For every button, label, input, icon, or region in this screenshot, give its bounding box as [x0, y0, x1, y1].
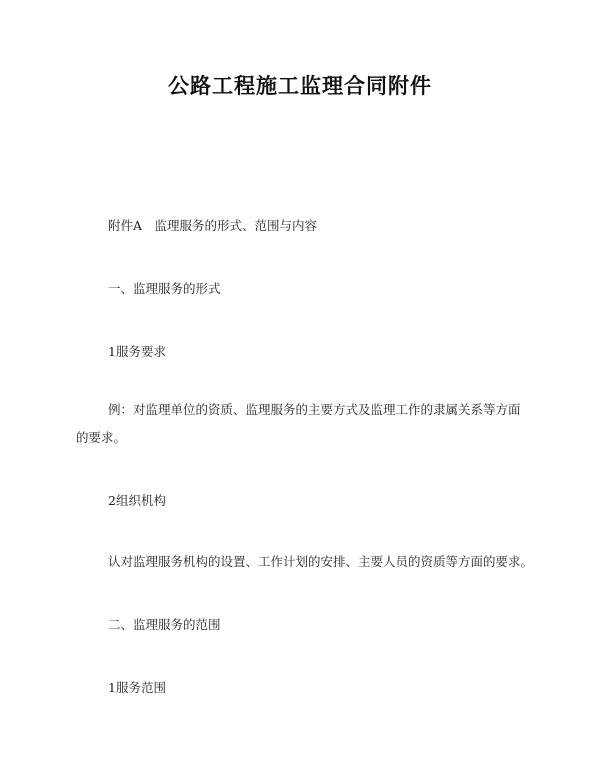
- subheading-organization: 2组织机构: [108, 493, 166, 508]
- subheading-service-requirements: 1服务要求: [108, 344, 166, 359]
- paragraph-service-requirements: 例：对监理单位的资质、监理服务的主要方式及监理工作的隶属关系等方面的要求。: [76, 402, 521, 445]
- annex-heading: 附件A 监理服务的形式、范围与内容: [108, 218, 318, 233]
- paragraph-organization: 认对监理服务机构的设置、工作计划的安排、主要人员的资质等方面的要求。: [108, 554, 534, 569]
- section-heading-form: 一、监理服务的形式: [108, 281, 221, 296]
- document-title: 公路工程施工监理合同附件: [168, 74, 432, 98]
- subheading-service-scope: 1服务范围: [108, 680, 166, 695]
- section-heading-scope: 二、监理服务的范围: [108, 617, 221, 632]
